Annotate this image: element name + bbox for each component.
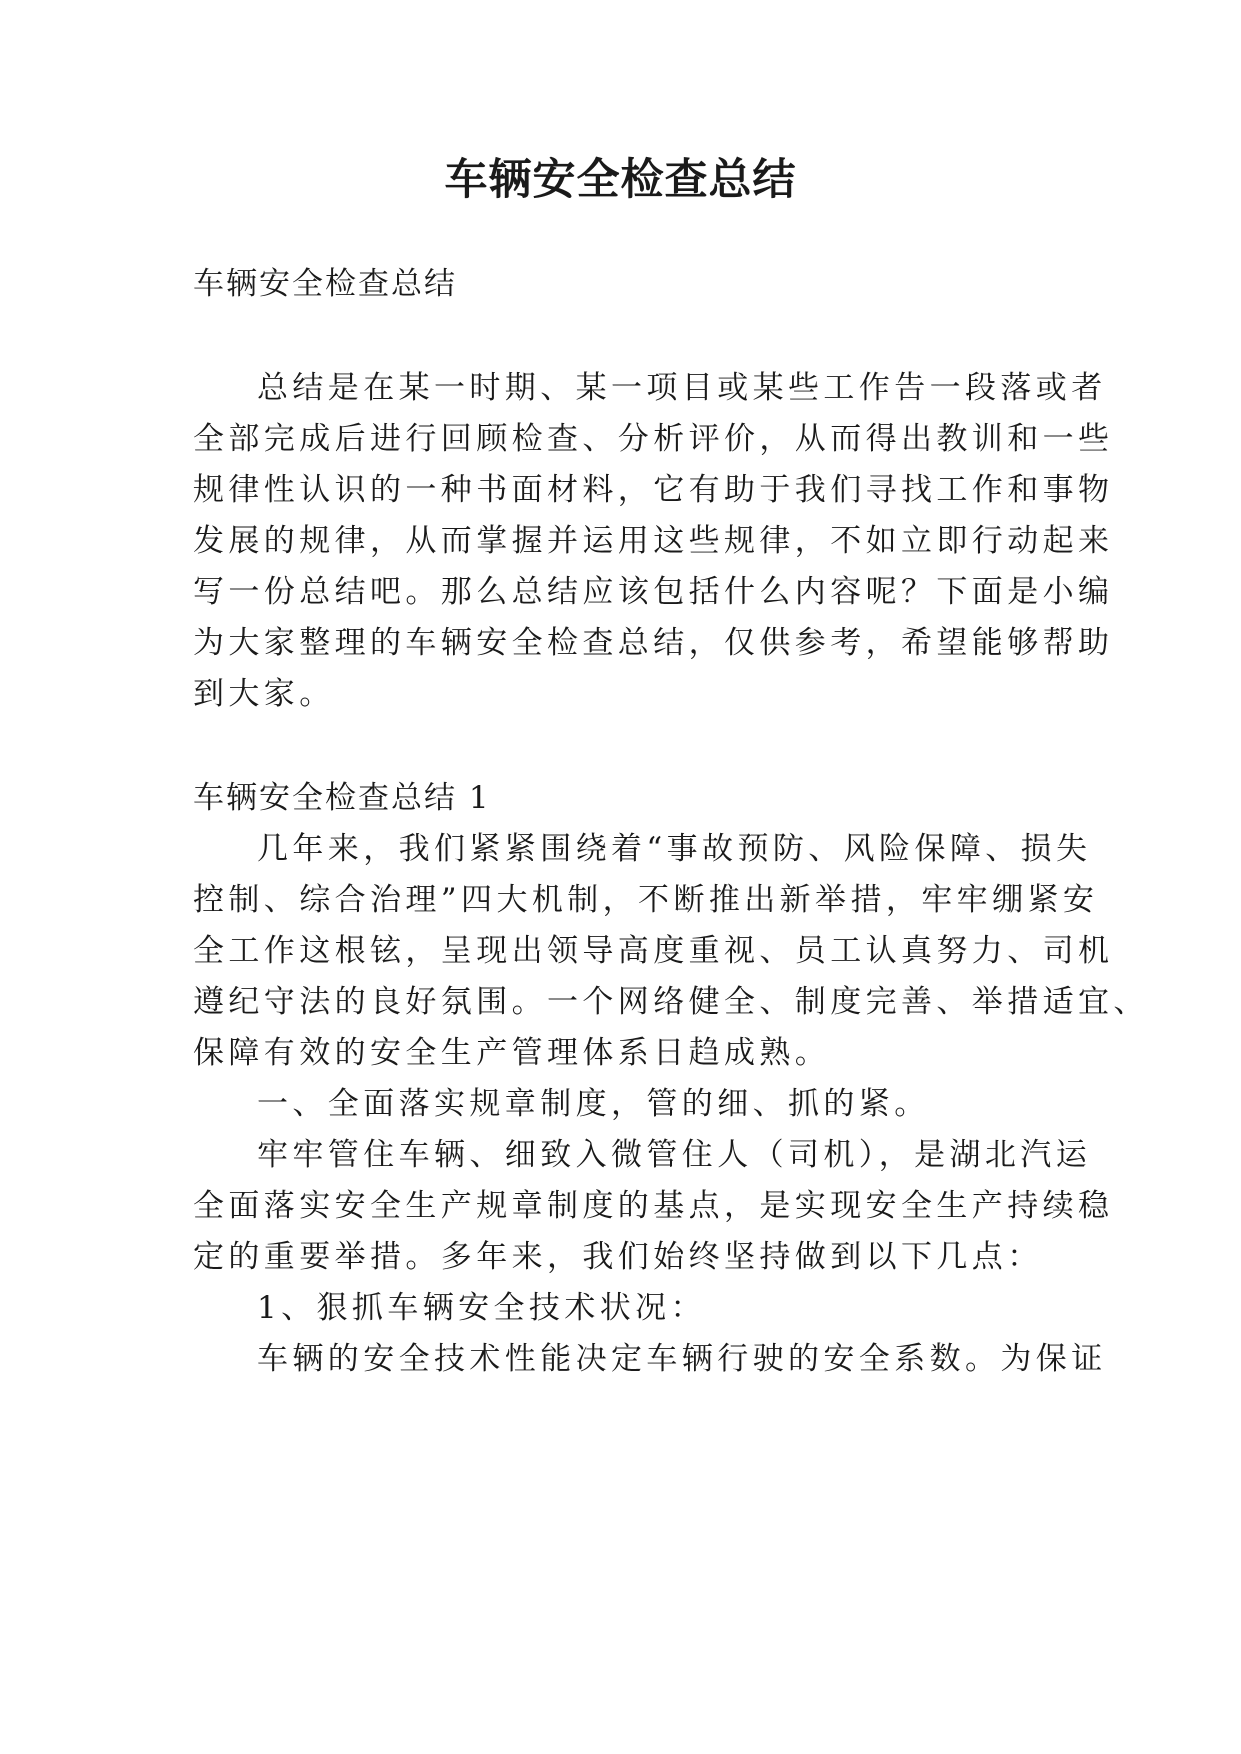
intro-line: 总结是在某一时期、某一项目或某些工作告一段落或者 xyxy=(257,370,1107,406)
sub-point-heading: 1、狠抓车辆安全技术状况： xyxy=(257,1290,706,1326)
body-line: 牢牢管住车辆、细致入微管住人（司机），是湖北汽运 xyxy=(257,1137,1092,1173)
body-line: 全面落实安全生产规章制度的基点，是实现安全生产持续稳 xyxy=(193,1188,1114,1224)
body-line: 定的重要举措。多年来，我们始终坚持做到以下几点： xyxy=(193,1239,1043,1275)
intro-line: 全部完成后进行回顾检查、分析评价，从而得出教训和一些 xyxy=(193,421,1114,457)
body-line: 控制、综合治理”四大机制，不断推出新举措，牢牢绷紧安 xyxy=(193,882,1099,918)
body-line: 几年来，我们紧紧围绕着“事故预防、风险保障、损失 xyxy=(257,831,1092,867)
section-heading: 车辆安全检查总结 1 xyxy=(193,780,491,816)
body-line: 车辆的安全技术性能决定车辆行驶的安全系数。为保证 xyxy=(257,1341,1107,1377)
body-line: 全工作这根铉，呈现出领导高度重视、员工认真努力、司机 xyxy=(193,933,1114,969)
body-line: 保障有效的安全生产管理体系日趋成熟。 xyxy=(193,1035,831,1071)
intro-line: 规律性认识的一种书面材料，它有助于我们寻找工作和事物 xyxy=(193,472,1114,508)
intro-line: 写一份总结吧。那么总结应该包括什么内容呢？下面是小编 xyxy=(193,574,1114,610)
point-heading: 一、全面落实规章制度，管的细、抓的紧。 xyxy=(257,1086,930,1122)
document-subtitle: 车辆安全检查总结 xyxy=(193,266,457,302)
intro-line: 到大家。 xyxy=(193,676,335,712)
intro-line: 为大家整理的车辆安全检查总结，仅供参考，希望能够帮助 xyxy=(193,625,1114,661)
intro-line: 发展的规律，从而掌握并运用这些规律，不如立即行动起来 xyxy=(193,523,1114,559)
document-title: 车辆安全检查总结 xyxy=(444,155,797,205)
body-line: 遵纪守法的良好氛围。一个网络健全、制度完善、举措适宜、 xyxy=(193,984,1149,1020)
